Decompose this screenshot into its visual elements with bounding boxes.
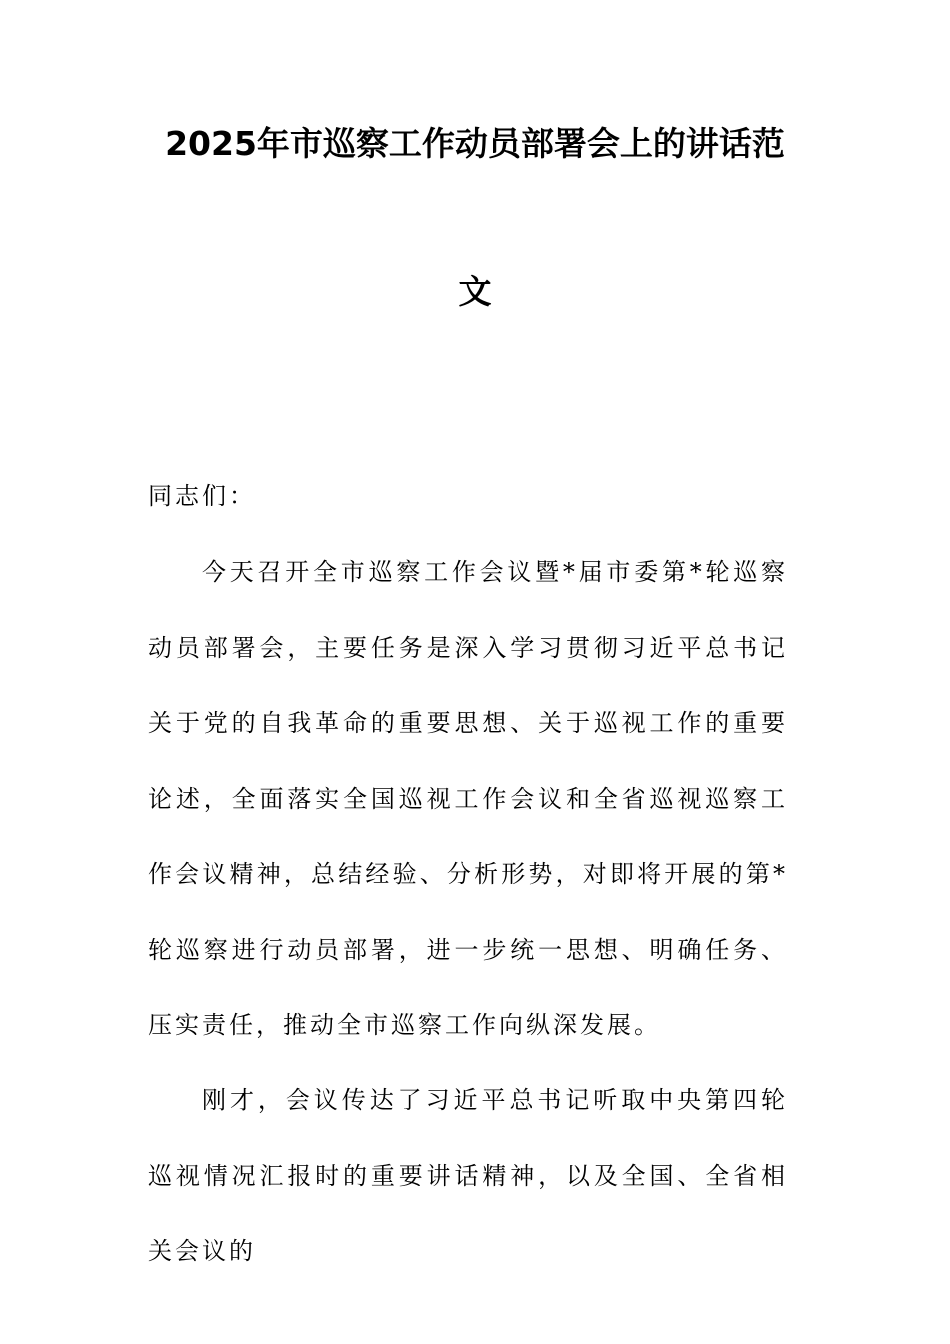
greeting: 同志们： xyxy=(148,482,256,510)
document-title-line-1: 2025年市巡察工作动员部署会上的讲话范 xyxy=(165,124,785,163)
paragraph-2: 刚才，会议传达了习近平总书记听取中央第四轮巡视情况汇报时的重要讲话精神，以及全国、全省相关会议的 xyxy=(148,1086,788,1265)
document-title-line-2: 文 xyxy=(458,272,492,311)
paragraph-1: 今天召开全市巡察工作会议暨*届市委第*轮巡察动员部署会，主要任务是深入学习贯彻习近平总书记关于党的自我革命的重要思想、关于巡视工作的重要论述，全面落实全国巡视工作会议和全省巡视巡察工作会议精神，总结经验、分析形势，对即将开展的第*轮巡察进行动员部署，进一步统一思想、明确任务、压实责任，推动全市巡察工作向纵深发展。 xyxy=(148,558,788,1039)
